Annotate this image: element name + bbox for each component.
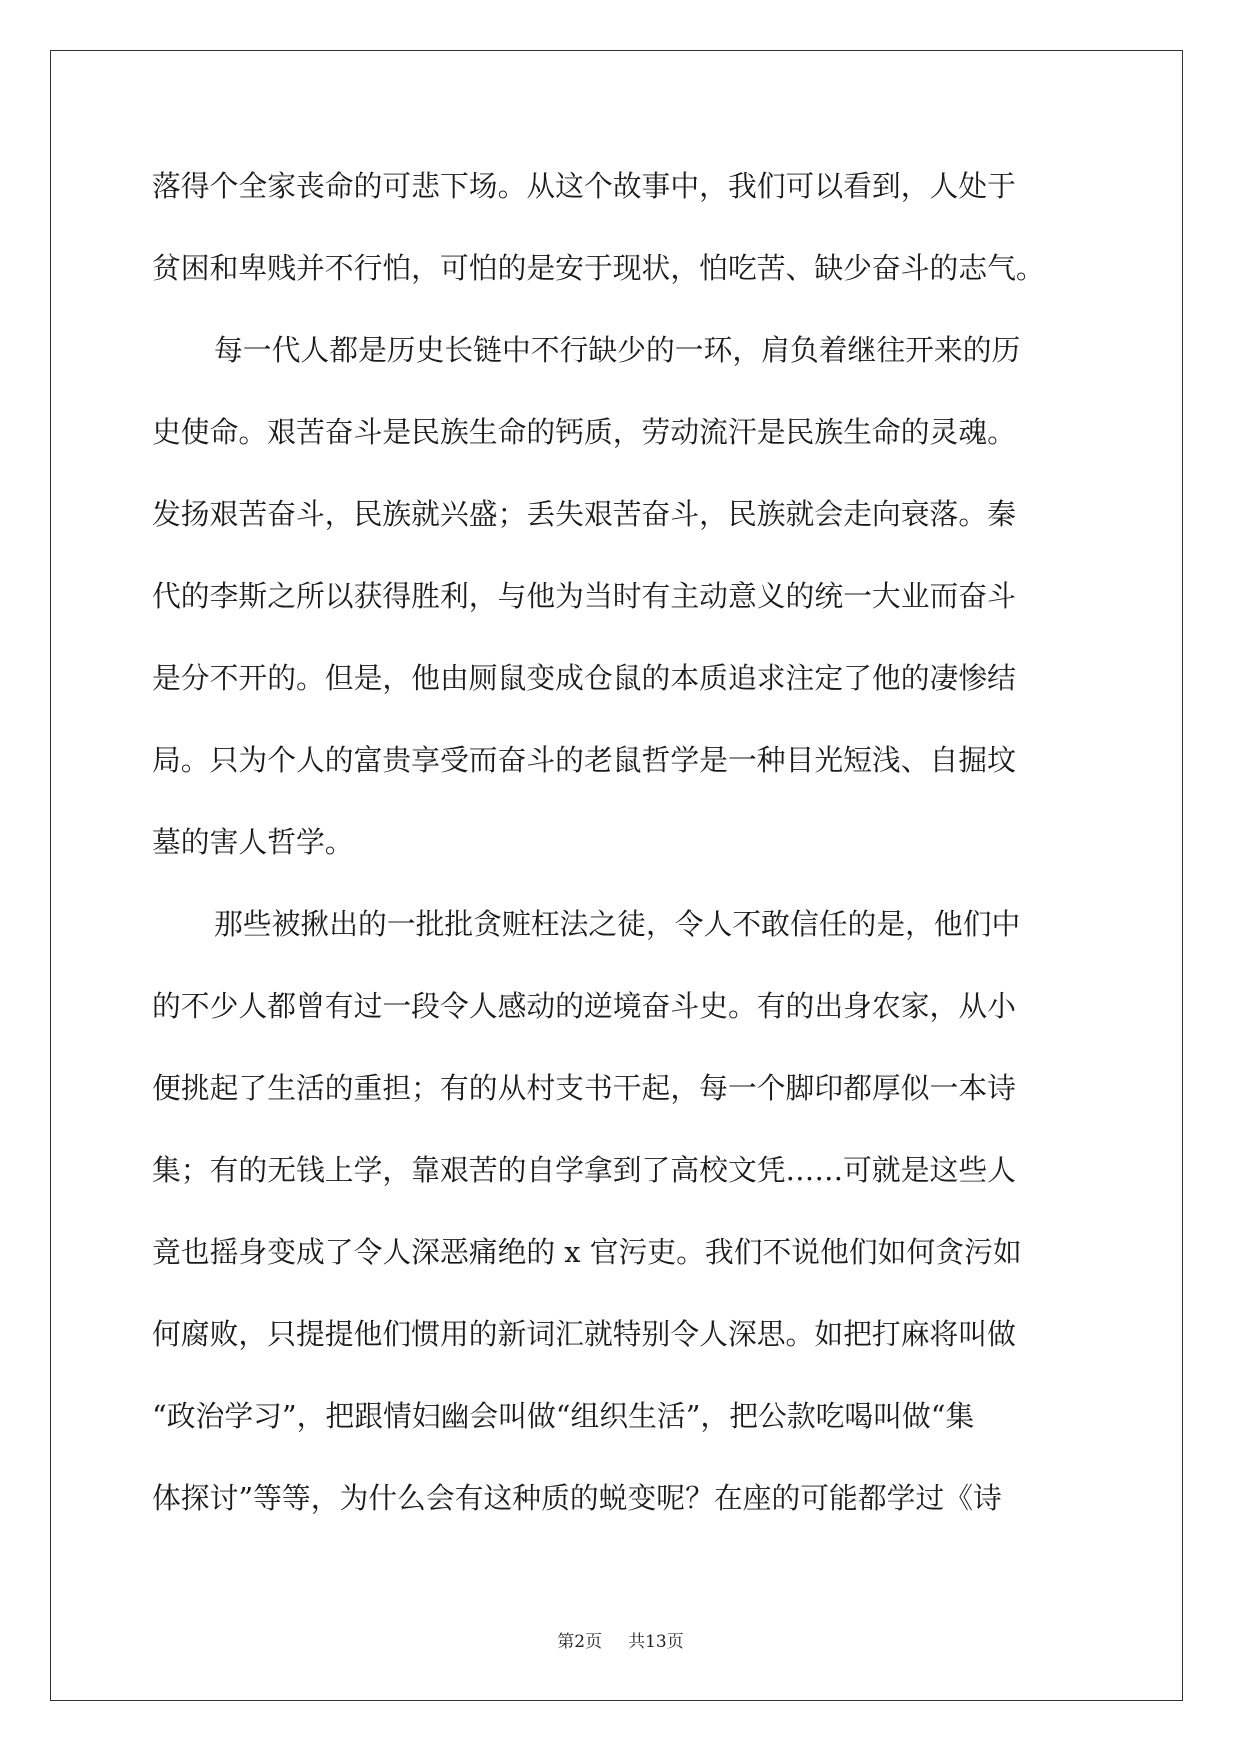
paragraph-start-line: 那些被揪出的一批批贪赃枉法之徒，令人不敢信任的是，他们中 <box>214 907 1021 941</box>
text-line: 代的李斯之所以获得胜利，与他为当时有主动意义的统一大业而奋斗 <box>152 579 1016 613</box>
text-line: “政治学习”，把跟情妇幽会叫做“组织生活”，把公款吃喝叫做“集 <box>152 1399 975 1433</box>
text-line: 贫困和卑贱并不行怕，可怕的是安于现状，怕吃苦、缺少奋斗的志气。 <box>152 251 1045 285</box>
text-line: 便挑起了生活的重担；有的从村支书干起，每一个脚印都厚似一本诗 <box>152 1071 1016 1105</box>
text-line: 史使命。艰苦奋斗是民族生命的钙质，劳动流汗是民族生命的灵魂。 <box>152 415 1016 449</box>
text-line: 集；有的无钱上学，靠艰苦的自学拿到了高校文凭……可就是这些人 <box>152 1153 1016 1187</box>
text-line: 是分不开的。但是，他由厕鼠变成仓鼠的本质追求注定了他的凄惨结 <box>152 661 1016 695</box>
text-line: 的不少人都曾有过一段令人感动的逆境奋斗史。有的出身农家，从小 <box>152 989 1016 1023</box>
text-line: 局。只为个人的富贵享受而奋斗的老鼠哲学是一种目光短浅、自掘坟 <box>152 743 1016 777</box>
page-number-total: 共13页 <box>628 1632 684 1652</box>
page-number-current: 第2页 <box>557 1632 603 1652</box>
text-line: 体探讨”等等，为什么会有这种质的蜕变呢？在座的可能都学过《诗 <box>152 1481 1002 1515</box>
text-line: 何腐败，只提提他们惯用的新词汇就特别令人深思。如把打麻将叫做 <box>152 1317 1016 1351</box>
text-line: 竟也摇身变成了令人深恶痛绝的 x 官污吏。我们不说他们如何贪污如 <box>152 1235 1022 1269</box>
text-line: 落得个全家丧命的可悲下场。从这个故事中，我们可以看到，人处于 <box>152 169 1016 203</box>
text-line: 墓的害人哲学。 <box>152 825 354 859</box>
page-footer <box>0 1630 1241 1654</box>
document-body <box>152 156 1092 1550</box>
paragraph-start-line: 每一代人都是历史长链中不行缺少的一环，肩负着继往开来的历 <box>214 333 1021 367</box>
text-line: 发扬艰苦奋斗，民族就兴盛；丢失艰苦奋斗，民族就会走向衰落。秦 <box>152 497 1016 531</box>
